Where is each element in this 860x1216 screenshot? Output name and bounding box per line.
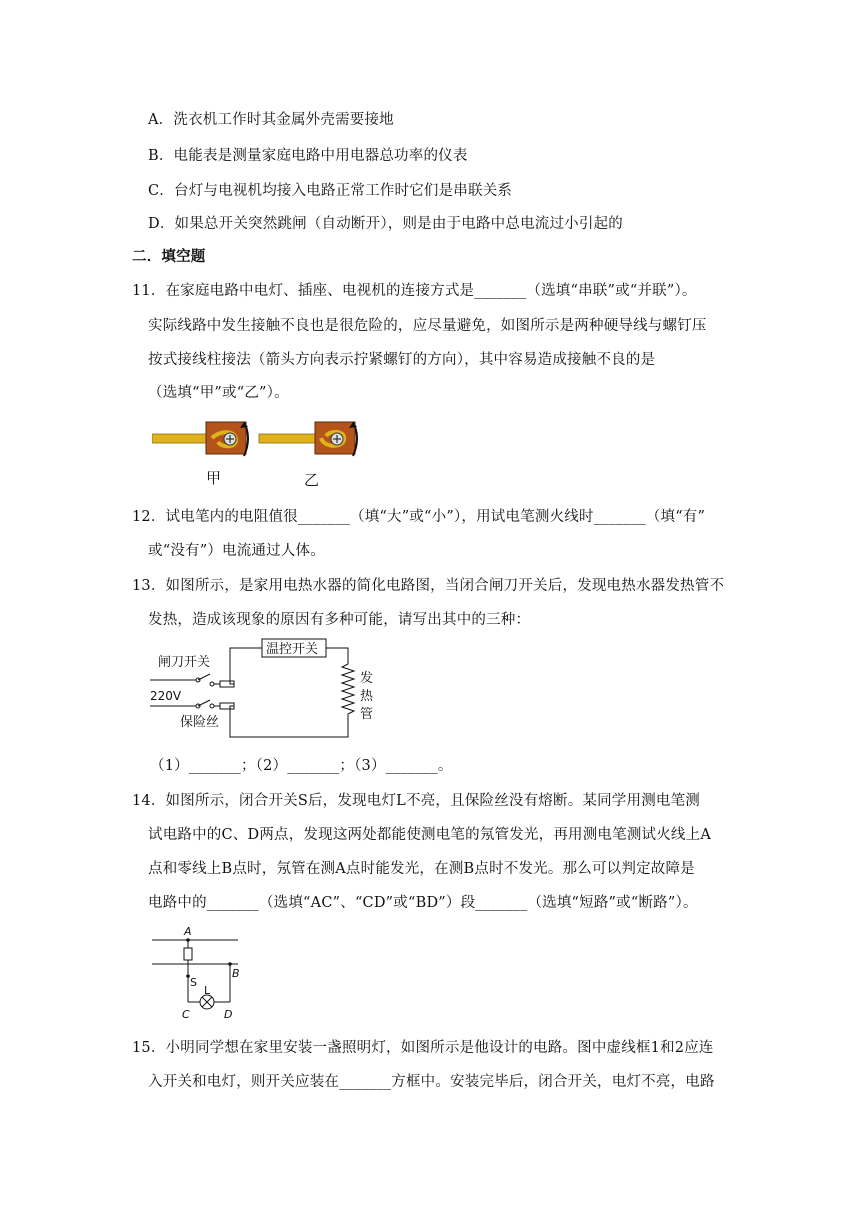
q10-option-d: D．如果总开关突然跳闸（自动断开），则是由于电路中总电流过小引起的 bbox=[148, 216, 623, 232]
q14-line3: 点和零线上B点时，氖管在测A点时能发光，在测B点时不发光。那么可以判定故障是 bbox=[148, 861, 695, 877]
q12-line1: 12．试电笔内的电阻值很_______（填“大”或“小”），用试电笔测火线时_______（填“有” bbox=[132, 509, 706, 525]
q15-line2: 入开关和电灯，则开关应装在_______方框中。安装完毕后，闭合开关，电灯不亮，电路 bbox=[148, 1074, 715, 1090]
q10-option-a: A．洗衣机工作时其金属外壳需要接地 bbox=[148, 112, 394, 128]
lamp-circuit-figure bbox=[152, 922, 252, 1026]
q10-option-c: C．台灯与电视机均接入电路正常工作时它们是串联关系 bbox=[148, 183, 513, 199]
point-b-label: B bbox=[232, 967, 240, 980]
voltage-label: 220V bbox=[150, 689, 182, 703]
q11-line3: 按式接线柱接法（箭头方向表示拧紧螺钉的方向），其中容易造成接触不良的是 bbox=[148, 352, 656, 368]
q13-answer-line: （1）_______；（2）_______；（3）_______。 bbox=[150, 758, 453, 774]
q11-line1: 11．在家庭电路中电灯、插座、电视机的连接方式是_______（选填“串联”或“并联”）。 bbox=[132, 283, 697, 299]
q14-line2: 试电路中的C、D两点，发现这两处都能使测电笔的氖管发光，再用测电笔测试火线上A bbox=[148, 827, 711, 843]
q12-line2: 或“没有”）电流通过人体。 bbox=[148, 543, 325, 559]
wire-a bbox=[152, 434, 214, 443]
q10-option-b: B．电能表是测量家庭电路中用电器总功率的仪表 bbox=[148, 148, 468, 164]
q13-line2: 发热，造成该现象的原因有多种可能，请写出其中的三种： bbox=[148, 612, 531, 628]
wire-terminal-figure bbox=[152, 418, 372, 494]
heater-coil bbox=[342, 664, 354, 714]
point-d-label: D bbox=[224, 1008, 233, 1021]
q11-line4: （选填“甲”或“乙”）。 bbox=[148, 385, 289, 401]
q14-line1: 14．如图所示，闭合开关S后，发现电灯L不亮，且保险丝没有熔断。某同学用测电笔测 bbox=[132, 793, 701, 809]
q15-line1: 15．小明同学想在家里安装一盏照明灯，如图所示是他设计的电路。图中虚线框1和2应连 bbox=[132, 1040, 714, 1056]
knife-switch-label: 闸刀开关 bbox=[158, 655, 211, 670]
point-c-label: C bbox=[182, 1008, 190, 1021]
q13-line1: 13．如图所示，是家用电热水器的简化电路图，当闭合闸刀开关后，发现电热水器发热管不 bbox=[132, 578, 725, 594]
section-title: 二．填空题 bbox=[132, 248, 206, 265]
heater-label-1: 发 bbox=[360, 671, 374, 686]
q11-line2: 实际线路中发生接触不良也是很危险的，应尽量避免，如图所示是两种硬导线与螺钉压 bbox=[148, 318, 707, 334]
switch-s-label: S bbox=[190, 976, 197, 989]
heater-label-2: 热 bbox=[360, 689, 374, 704]
wire-b bbox=[259, 434, 321, 443]
point-a-label: A bbox=[184, 925, 192, 938]
lamp-l-label: L bbox=[204, 984, 211, 997]
fig-label-jia: 甲 bbox=[206, 469, 222, 487]
fuse-symbol bbox=[184, 948, 192, 960]
fig-label-yi: 乙 bbox=[304, 471, 320, 489]
thermostat-label: 温控开关 bbox=[266, 642, 319, 657]
heater-label-3: 管 bbox=[360, 707, 374, 722]
q14-line4: 电路中的_______（选填“AC”、“CD”或“BD”）段_______（选填“短路”或“断路”）。 bbox=[148, 895, 698, 911]
fuse-label: 保险丝 bbox=[180, 715, 220, 730]
water-heater-circuit-figure bbox=[150, 634, 390, 748]
